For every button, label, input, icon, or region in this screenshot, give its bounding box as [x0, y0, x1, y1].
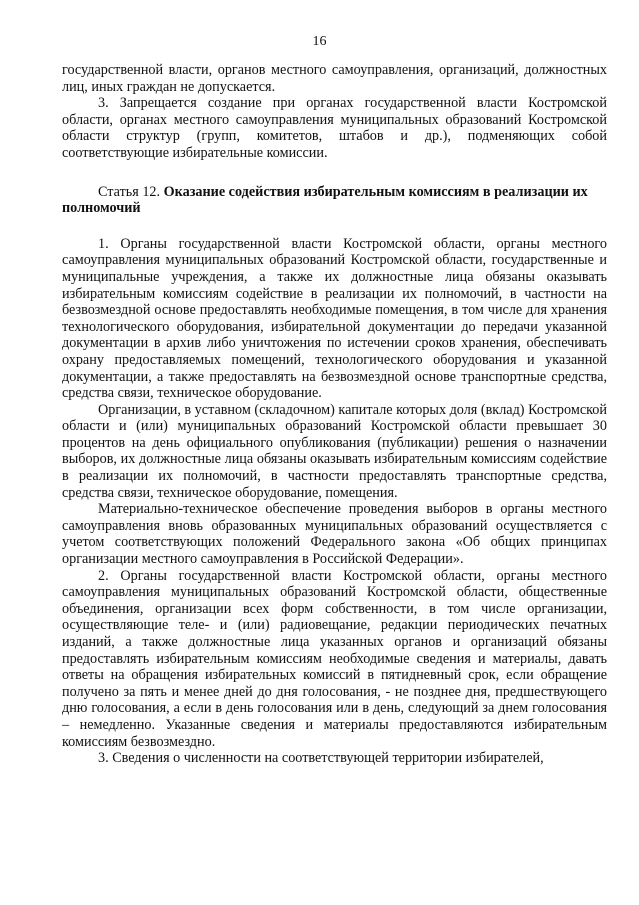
page-number: 16 [312, 34, 327, 49]
paragraph-continuation: государственной власти, органов местного самоуправления, организаций, должностных лиц, иных граждан не допускается. [62, 62, 607, 95]
paragraph-clause-3: 3. Запрещается создание при органах государственной власти Костромской области, органах местного самоуправления муниципальных образований Костромской области структур (групп, комитетов, штабов и др.), подменяющих собой соответствующие избирательные комиссии. [62, 95, 607, 161]
paragraph-material-support: Материально-техническое обеспечение проведения выборов в органы местного самоуправления вновь образованных муниципальных образований осуществляется с учетом соответствующих положений Федерального закона «Об общих принципах организации местного самоуправления в Российской Федерации». [62, 501, 607, 568]
article-title: Оказание содействия избирательным комиссиям в реализации их полномочий [62, 183, 588, 217]
paragraph-clause-2: 2. Органы государственной власти Костромской области, органы местного самоуправления муниципальных образований Костромской области, общественные объединения, организации всех форм собственности, в том числе организации, осуществляющие теле- и (или) радиовещание, редакции периодических печатных изданий, а также должностные лица указанных органов и организаций обязаны предоставлять избирательным комиссиям необходимые сведения и материалы, давать ответы на обращения избирательных комиссий в пятидневный срок, если обращение получено за пять и менее дней до дня голосования, - не позднее дня, предшествующего дню голосования, а если в день голосования или в день, следующий за днем голосования – немедленно. Указанные сведения и материалы предоставляются избирательным комиссиям безвозмездно. [62, 567, 607, 750]
document-body [62, 62, 607, 767]
paragraph-clause-3b: 3. Сведения о численности на соответствующей территории избирателей, [98, 750, 544, 767]
article-label: Статья 12. [98, 183, 164, 200]
article-heading [62, 184, 607, 217]
paragraph-organizations: Организации, в уставном (складочном) капитале которых доля (вклад) Костромской области и (или) муниципальных образований Костромской области превышает 30 процентов на день официального опубликования (публикации) решения о назначении выборов, их должностные лица обязаны оказывать избирательным комиссиям содействие в реализации их полномочий, в частности предоставлять транспортные средства, средства связи, техническое оборудование, помещения. [62, 401, 607, 501]
paragraph-clause-1: 1. Органы государственной власти Костромской области, органы местного самоуправления муниципальных образований Костромской области, государственные и муниципальные учреждения, а также их должностные лица обязаны оказывать избирательным комиссиям содействие в реализации их полномочий, в частности на безвозмездной основе предоставлять необходимые помещения, в том числе для хранения технологического оборудования, избирательной документации до передачи указанной документации в архив либо уничтожения по истечении сроков хранения, обеспечивать охрану предоставляемых помещений, технологического оборудования и указанной документации, а также предоставлять на безвозмездной основе транспортные средства, средства связи, техническое оборудование. [62, 235, 607, 402]
